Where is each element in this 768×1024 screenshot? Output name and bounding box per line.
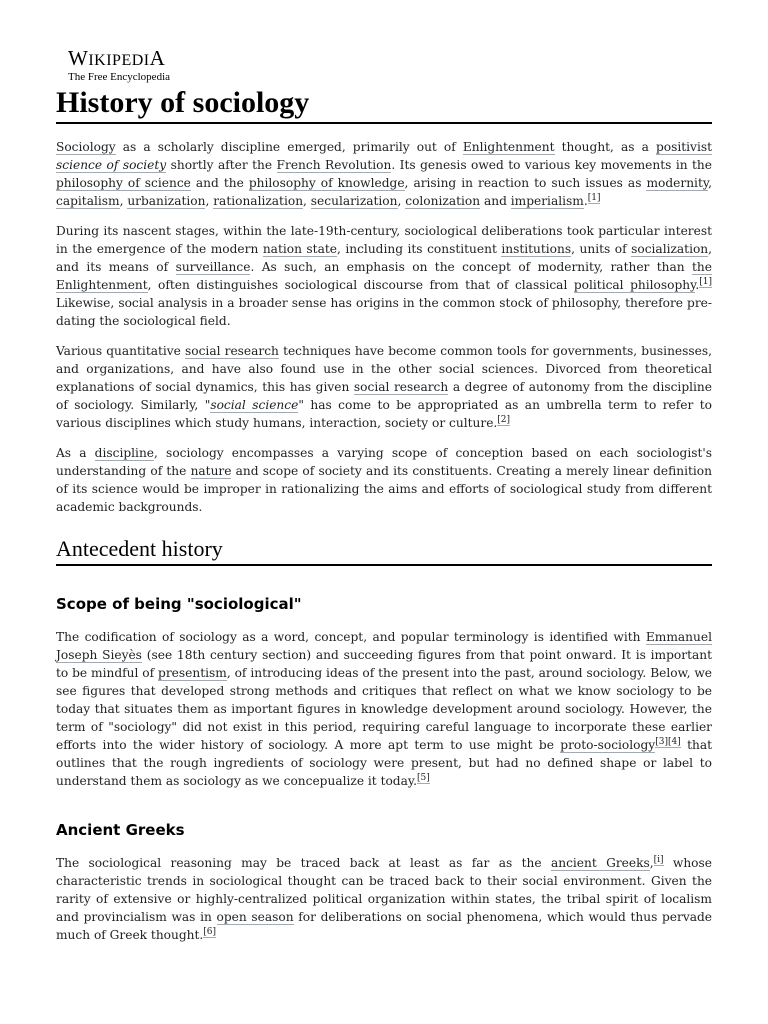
- link-enlightenment[interactable]: Enlightenment: [462, 140, 555, 154]
- link-colonization[interactable]: colonization: [405, 194, 481, 208]
- link-urbanization[interactable]: urbanization: [127, 194, 206, 208]
- citation-ref[interactable]: [2]: [497, 414, 511, 425]
- link-surveillance[interactable]: surveillance: [175, 260, 251, 274]
- subsection-heading-ancient-greeks: Ancient Greeks: [56, 821, 185, 839]
- link-discipline[interactable]: discipline: [94, 446, 155, 460]
- note-ref[interactable]: [i]: [653, 854, 664, 865]
- intro-paragraph-3: Various quantitative social research techniques have become common tools for governments, businesses, and organizations, and have also found use in the other social sciences. Divorced from theoretical explanations of social dynamics, this has given social research a degree of autonomy from the discipline of sociology. Similarly, "social science" has come to be appropriated as an umbrella term to refer to various disciplines which study humans, interaction, society or culture.[2]: [56, 344, 712, 430]
- citation-ref[interactable]: [1]: [699, 276, 713, 287]
- link-philosophy-of-science[interactable]: philosophy of science: [56, 176, 191, 190]
- subsection-heading-scope: Scope of being "sociological": [56, 595, 302, 613]
- citation-ref[interactable]: [1]: [587, 192, 601, 203]
- link-imperialism[interactable]: imperialism: [510, 194, 584, 208]
- link-ancient-greeks[interactable]: ancient Greeks: [550, 856, 650, 870]
- link-social-research[interactable]: social research: [185, 344, 279, 358]
- link-the-enlightenment[interactable]: the Enlightenment: [56, 260, 712, 292]
- section-heading-antecedent-history: Antecedent history: [56, 536, 712, 566]
- greeks-paragraph: The sociological reasoning may be traced back at least as far as the ancient Greeks,[i] whose characteristic trends in sociological thought can be traced back to their social environment. Given the rarity of extensive or highly-centralized political organization within states, the tribal spirit of localism and provincialism was in open season for deliberations on social phenomena, which would thus pervade much of Greek thought.[6]: [56, 854, 713, 942]
- citation-ref[interactable]: [3]: [655, 736, 668, 747]
- link-sociology[interactable]: Sociology: [56, 140, 116, 154]
- link-institutions[interactable]: institutions: [501, 242, 572, 256]
- citation-ref[interactable]: [4]: [667, 736, 681, 747]
- link-socialization[interactable]: socialization: [631, 242, 709, 256]
- link-nature[interactable]: nature: [190, 464, 232, 478]
- link-secularization[interactable]: secularization: [310, 194, 398, 208]
- link-rationalization[interactable]: rationalization: [213, 194, 304, 208]
- link-french-revolution[interactable]: French Revolution: [276, 158, 392, 172]
- logo-wordmark: WIKIPEDIA: [68, 46, 166, 70]
- link-nation-state[interactable]: nation state: [262, 242, 337, 256]
- link-emmanuel-joseph-sieyes[interactable]: Emmanuel Joseph Sieyès: [56, 630, 712, 662]
- link-presentism[interactable]: presentism: [158, 666, 227, 680]
- citation-ref[interactable]: [5]: [417, 772, 430, 783]
- link-proto-sociology[interactable]: proto-sociology: [560, 738, 656, 752]
- citation-ref[interactable]: [6]: [203, 926, 217, 937]
- intro-paragraph-1: Sociology as a scholarly discipline emerged, primarily out of Enlightenment thought, as a positivist science of society shortly after the French Revolution. Its genesis owed to various key movements in the philosophy of science and the philosophy of knowledge, arising in reaction to such issues as modernity, capitalism, urbanization, rationalization, secularization, colonization and imperialism.[1]: [56, 140, 712, 208]
- link-capitalism[interactable]: capitalism: [56, 194, 120, 208]
- logo-tagline: The Free Encyclopedia: [68, 71, 171, 83]
- wikipedia-logo[interactable]: [68, 48, 198, 84]
- link-modernity[interactable]: modernity: [646, 176, 709, 190]
- link-science-of-society[interactable]: science of society: [56, 158, 167, 172]
- link-social-research[interactable]: social research: [353, 380, 449, 394]
- intro-paragraph-2: During its nascent stages, within the late-19th-century, sociological deliberations took particular interest in the emergence of the modern nation state, including its constituent institutions, units of socialization, and its means of surveillance. As such, an emphasis on the concept of modernity, rather than the Enlightenment, often distinguishes sociological discourse from that of classical political philosophy.[1] Likewise, social analysis in a broader sense has origins in the common stock of philosophy, therefore pre-dating the sociological field.: [56, 224, 713, 328]
- link-philosophy-of-knowledge[interactable]: philosophy of knowledge: [248, 176, 405, 190]
- link-positivist[interactable]: positivist: [655, 140, 712, 154]
- link-political-philosophy[interactable]: political philosophy: [573, 278, 696, 292]
- link-open-season[interactable]: open season: [216, 910, 294, 924]
- page-title: History of sociology: [56, 86, 712, 124]
- intro-paragraph-4: As a discipline, sociology encompasses a varying scope of conception based on each sociologist's understanding of the nature and scope of society and its constituents. Creating a merely linear definition of its science would be improper in rationalizing the aims and efforts of sociological study from different academic backgrounds.: [56, 446, 712, 514]
- article: [56, 48, 712, 944]
- link-social-science[interactable]: social science: [210, 398, 299, 412]
- scope-paragraph: The codification of sociology as a word, concept, and popular terminology is identified with Emmanuel Joseph Sieyès (see 18th century section) and succeeding figures from that point onward. It is important to be mindful of presentism, of introducing ideas of the present into the past, around sociology. Below, we see figures that developed strong methods and critiques that reflect on what we know sociology to be today that situates them as important figures in knowledge development around sociology. However, the term of "sociology" did not exist in this period, requiring careful language to incorporate these earlier efforts into the wider history of sociology. A more apt term to use might be proto-sociology[3][4] that outlines that the rough ingredients of sociology were present, but had no defined shape or label to understand them as sociology as we concepualize it today.[5]: [56, 630, 712, 788]
